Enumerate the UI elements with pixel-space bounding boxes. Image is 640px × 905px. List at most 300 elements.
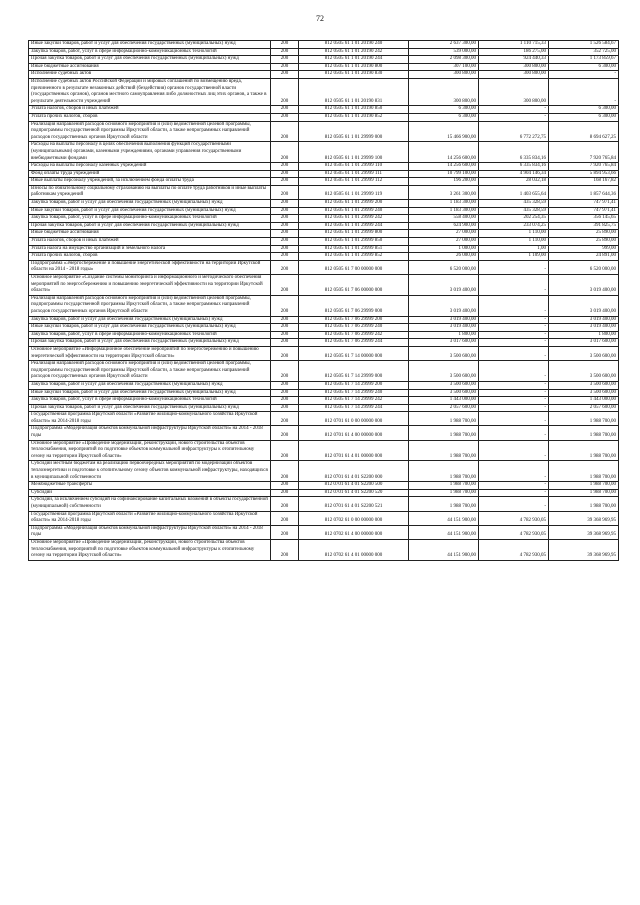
row-unexecuted-amount: 3 019 400,00 [549,275,619,296]
row-executed-amount: 300 800,00 [479,71,549,79]
row-executed-amount: 6 335 834,16 [479,142,549,163]
table-row [29,63,619,71]
row-unexecuted-amount: 3 500 600,00 [549,361,619,382]
table-row [29,497,619,511]
row-description: Прочая закупка товаров, работ и услуг для обеспечения государственных (муниципальных) нужд [29,339,271,347]
row-executed-amount: 4 782 930,05 [479,511,549,525]
row-budget-code: 812 0505 61 1 01 20190 831 [299,78,409,105]
row-description: Иные бюджетные ассигнования [29,63,271,71]
table-row [29,253,619,261]
row-line-code: 200 [271,222,299,230]
row-approved-amount: 1 183 300,00 [409,200,479,208]
row-description: Закупка товаров, работ, услуг в сфере информационно-коммуникационных технологий [29,331,271,339]
row-line-code: 200 [271,511,299,525]
row-budget-code: 812 0505 61 1 01 29999 850 [299,238,409,246]
table-row [29,339,619,347]
row-unexecuted-amount: 39 368 969,95 [549,539,619,560]
row-approved-amount: 1 988 700,00 [409,482,479,490]
row-executed-amount: - [479,461,549,482]
table-row [29,185,619,199]
row-line-code: 200 [271,178,299,186]
table-row [29,482,619,490]
row-budget-code: 812 0505 61 7 06 29999 200 [299,316,409,324]
row-executed-amount: - [479,361,549,382]
row-budget-code: 812 0505 61 1 01 20190 852 [299,113,409,121]
row-approved-amount: 3 500 600,00 [409,346,479,360]
row-description: Иные закупки товаров, работ и услуг для обеспечения государственных (муниципальных) нужд [29,41,271,49]
row-description: Закупка товаров, работ и услуг для обеспечения государственных (муниципальных) нужд [29,381,271,389]
table-row [29,381,619,389]
row-executed-amount: - [479,381,549,389]
table-row [29,260,619,274]
row-budget-code: 812 0505 61 7 14 29999 244 [299,404,409,412]
row-description: Фонд оплаты труда учреждений [29,170,271,178]
row-executed-amount: - [479,497,549,511]
row-budget-code: 812 0505 61 7 00 00000 000 [299,260,409,274]
row-unexecuted-amount: 3 017 600,00 [549,339,619,347]
row-budget-code: 812 0505 61 7 06 29999 000 [299,295,409,316]
row-executed-amount: 435 328,59 [479,207,549,215]
table-row [29,106,619,114]
table-row [29,215,619,223]
row-approved-amount: 3 019 400,00 [409,275,479,296]
row-executed-amount: - [479,295,549,316]
row-line-code: 200 [271,525,299,539]
row-budget-code: 812 0505 61 1 01 20190 240 [299,41,409,49]
row-budget-code: 812 0701 61 4 00 00000 000 [299,426,409,440]
row-approved-amount: 3 019 400,00 [409,295,479,316]
row-executed-amount: 1 109,00 [479,253,549,261]
row-unexecuted-amount: 999,00 [549,245,619,253]
row-line-code: 200 [271,121,299,142]
table-row [29,113,619,121]
row-unexecuted-amount: 3 019 400,00 [549,324,619,332]
row-line-code: 200 [271,41,299,49]
row-unexecuted-amount: 356 145,65 [549,215,619,223]
row-unexecuted-amount: 1 988 700,00 [549,482,619,490]
row-line-code: 200 [271,245,299,253]
row-unexecuted-amount: 747 971,41 [549,200,619,208]
row-approved-amount: 1 183 300,00 [409,207,479,215]
table-row [29,489,619,497]
row-description: Уплата прочих налогов, сборов [29,253,271,261]
row-unexecuted-amount: 1 988 700,00 [549,497,619,511]
row-line-code: 200 [271,113,299,121]
row-description: Субсидии, за исключением субсидий на софинансирование капитальных вложений в объекты государственной (муниципальной) собственности [29,497,271,511]
row-line-code: 200 [271,200,299,208]
table-row [29,41,619,49]
row-unexecuted-amount: 7 920 765,84 [549,142,619,163]
row-unexecuted-amount: 6 300,00 [549,113,619,121]
row-line-code: 200 [271,426,299,440]
row-executed-amount: - [479,489,549,497]
row-description: Основное мероприятие «Проведение модернизации, реконструкции, нового строительства объектов теплоснабжения, мероприятий по подготовке объектов коммунальной инфраструктуры к отопительному сезону на территории Иркутской области» [29,539,271,560]
row-executed-amount: 6 335 834,16 [479,163,549,171]
row-executed-amount: - [479,346,549,360]
budget-table [28,40,619,561]
row-description: Закупка товаров, работ и услуг для обеспечения государственных (муниципальных) нужд [29,200,271,208]
row-line-code: 200 [271,170,299,178]
row-executed-amount: 28 032,18 [479,178,549,186]
table-row [29,163,619,171]
row-approved-amount: 300 800,00 [409,71,479,79]
row-unexecuted-amount: 1 988 700,00 [549,489,619,497]
row-unexecuted-amount: - [549,71,619,79]
row-approved-amount: 3 019 400,00 [409,316,479,324]
row-description: Субсидии [29,489,271,497]
row-description: Исполнение судебных актов [29,71,271,79]
row-budget-code: 812 0505 61 7 06 29999 244 [299,339,409,347]
row-executed-amount: 300 800,00 [479,78,549,105]
row-description: Прочая закупка товаров, работ и услуг для обеспечения государственных (муниципальных) нужд [29,56,271,64]
table-row [29,142,619,163]
row-unexecuted-amount: 7 920 765,84 [549,163,619,171]
row-executed-amount: 186 275,00 [479,48,549,56]
row-executed-amount: 1 110,00 [479,230,549,238]
row-budget-code: 812 0701 61 4 01 S2200 500 [299,482,409,490]
row-approved-amount: 1 443 000,00 [409,397,479,405]
row-description: Межбюджетные трансферты [29,482,271,490]
row-executed-amount: - [479,339,549,347]
row-approved-amount: 3 500 600,00 [409,389,479,397]
row-executed-amount: 435 328,59 [479,200,549,208]
row-description: Иные выплаты персоналу учреждений, за исключением фонда оплаты труда [29,178,271,186]
row-budget-code: 812 0505 61 7 14 00000 000 [299,346,409,360]
row-approved-amount: 3 017 600,00 [409,339,479,347]
row-budget-code: 812 0505 61 1 01 29999 100 [299,142,409,163]
row-unexecuted-amount: 1 988 700,00 [549,426,619,440]
row-budget-code: 812 0701 61 0 00 00000 000 [299,412,409,426]
row-executed-amount: 4 782 930,05 [479,539,549,560]
table-row [29,511,619,525]
row-unexecuted-amount: 3 500 600,00 [549,381,619,389]
table-row [29,222,619,230]
table-row [29,48,619,56]
row-budget-code: 812 0701 61 4 01 S2200 000 [299,461,409,482]
row-approved-amount: 3 019 400,00 [409,324,479,332]
row-description: Исполнение судебных актов Российской Федерации и мировых соглашений по возмещению вреда, причиненного в результате незаконных действий (бездействия) органов государственной власти (государственных органов), органов местного самоуправления либо должностных лиц этих органов, а также в результате деятельности учреждений [29,78,271,105]
row-unexecuted-amount: 6 300,00 [549,106,619,114]
row-description: Закупка товаров, работ и услуг для обеспечения государственных (муниципальных) нужд [29,316,271,324]
row-unexecuted-amount: 352 725,00 [549,48,619,56]
row-budget-code: 812 0505 61 7 06 29999 240 [299,324,409,332]
row-approved-amount: 2 057 600,00 [409,404,479,412]
row-line-code: 200 [271,339,299,347]
row-description: Государственная программа Иркутской области «Развитие жилищно-коммунального хозяйства Иркутской области» на 2014-2018 годы [29,412,271,426]
row-line-code: 200 [271,260,299,274]
row-description: Прочая закупка товаров, работ и услуг для обеспечения государственных (муниципальных) нужд [29,222,271,230]
row-unexecuted-amount: 1 443 000,00 [549,397,619,405]
row-budget-code: 812 0505 61 1 01 20190 800 [299,63,409,71]
row-line-code: 200 [271,295,299,316]
row-budget-code: 812 0505 61 1 01 29999 119 [299,185,409,199]
row-budget-code: 812 0505 61 7 14 29999 242 [299,397,409,405]
table-row [29,207,619,215]
row-description: Реализация направлений расходов основного мероприятия и (или) ведомственной целевой программы, подпрограммы государственной программы Иркутской области, а также непрограммных направлений расходов государственных органов Иркутской области [29,121,271,142]
row-budget-code: 812 0505 61 7 14 29999 000 [299,361,409,382]
row-line-code: 200 [271,331,299,339]
row-budget-code: 812 0505 61 1 01 29999 240 [299,207,409,215]
row-unexecuted-amount: 2 057 600,00 [549,404,619,412]
row-unexecuted-amount: 3 019 400,00 [549,295,619,316]
row-executed-amount: - [479,113,549,121]
row-budget-code: 812 0505 61 7 06 00000 000 [299,275,409,296]
row-approved-amount: 44 151 900,00 [409,539,479,560]
row-unexecuted-amount: 3 019 400,00 [549,316,619,324]
row-executed-amount: - [479,331,549,339]
row-description: Уплата налогов, сборов и иных платежей [29,106,271,114]
row-executed-amount: 233 074,25 [479,222,549,230]
row-approved-amount: 196 200,00 [409,178,479,186]
row-description: Реализация направлений расходов основного мероприятия и (или) ведомственной целевой программы, подпрограммы государственной программы Иркутской области, а также непрограммных направлений расходов государственных органов Иркутской области [29,361,271,382]
row-description: Взносы по обязательному социальному страхованию на выплаты по оплате труда работников и иные выплаты работникам учреждений [29,185,271,199]
row-line-code: 200 [271,461,299,482]
row-approved-amount: 624 900,00 [409,222,479,230]
row-description: Государственная программа Иркутской области «Развитие жилищно-коммунального хозяйства Иркутской области» на 2014-2018 годы [29,511,271,525]
table-row [29,412,619,426]
row-approved-amount: 26 000,00 [409,253,479,261]
row-unexecuted-amount: 6 520 000,00 [549,260,619,274]
row-description: Закупка товаров, работ, услуг в сфере информационно-коммуникационных технологий [29,48,271,56]
row-budget-code: 812 0505 61 1 01 29999 110 [299,163,409,171]
row-executed-amount: - [479,275,549,296]
row-line-code: 200 [271,440,299,461]
row-line-code: 200 [271,230,299,238]
row-executed-amount: 1 110 715,33 [479,41,549,49]
row-approved-amount: 10 799 100,00 [409,170,479,178]
row-description: Подпрограмма «Модернизация объектов коммунальной инфраструктуры Иркутской области» на 2014 - 2018 годы [29,525,271,539]
row-executed-amount: - [479,106,549,114]
row-description: Основное мероприятие «Создание системы мониторинга и информационного и методического обеспечения мероприятий по энергосбережению и повышению энергетической эффективности на территории Иркутской области» [29,275,271,296]
row-approved-amount: 14 256 600,00 [409,163,479,171]
row-budget-code: 812 0505 61 1 01 29999 200 [299,200,409,208]
row-budget-code: 812 0505 61 1 01 20190 244 [299,56,409,64]
row-description: Подпрограмма «Модернизация объектов коммунальной инфраструктуры Иркутской области» на 2014 - 2018 годы [29,426,271,440]
row-unexecuted-amount: 5 894 953,66 [549,170,619,178]
row-line-code: 200 [271,78,299,105]
table-row [29,275,619,296]
row-executed-amount: 4 782 930,05 [479,525,549,539]
row-unexecuted-amount: 1 526 584,67 [549,41,619,49]
row-unexecuted-amount: 8 694 627,25 [549,121,619,142]
row-description: Иные закупки товаров, работ и услуг для обеспечения государственных (муниципальных) нужд [29,207,271,215]
table-row [29,316,619,324]
row-budget-code: 812 0505 61 1 01 29999 852 [299,253,409,261]
row-line-code: 200 [271,253,299,261]
row-approved-amount: 307 100,00 [409,63,479,71]
row-line-code: 200 [271,324,299,332]
row-unexecuted-amount: 39 368 969,95 [549,525,619,539]
row-unexecuted-amount: 1 988 700,00 [549,412,619,426]
row-line-code: 200 [271,215,299,223]
table-row [29,440,619,461]
row-unexecuted-amount: 1 988 700,00 [549,461,619,482]
row-executed-amount: 300 800,00 [479,63,549,71]
row-line-code: 200 [271,489,299,497]
row-line-code: 200 [271,539,299,560]
row-budget-code: 812 0505 61 1 01 29999 112 [299,178,409,186]
page-number: 72 [316,14,324,23]
row-approved-amount: 14 256 600,00 [409,142,479,163]
row-description: Субсидии местным бюджетам на реализацию первоочередных мероприятий по модернизации объектов теплоэнергетики и подготовке к отопительному сезону объектов коммунальной инфраструктуры, находящихся в муниципальной собственности [29,461,271,482]
row-line-code: 200 [271,412,299,426]
table-row [29,331,619,339]
table-row [29,525,619,539]
row-description: Иные закупки товаров, работ и услуг для обеспечения государственных (муниципальных) нужд [29,389,271,397]
row-description: Прочая закупка товаров, работ и услуг для обеспечения государственных (муниципальных) нужд [29,404,271,412]
row-executed-amount: - [479,404,549,412]
table-row [29,71,619,79]
row-approved-amount: 300 800,00 [409,78,479,105]
row-line-code: 200 [271,185,299,199]
row-executed-amount: - [479,389,549,397]
row-executed-amount: 1,00 [479,245,549,253]
row-budget-code: 812 0701 61 4 01 S2200 521 [299,497,409,511]
row-line-code: 200 [271,397,299,405]
row-budget-code: 812 0505 61 1 01 29999 111 [299,170,409,178]
row-approved-amount: 6 520 000,00 [409,260,479,274]
row-description: Реализация направлений расходов основного мероприятия и (или) ведомственной целевой программы, подпрограммы государственной программы Иркутской области, а также непрограммных направлений расходов государственных органов Иркутской области [29,295,271,316]
table-row [29,389,619,397]
row-unexecuted-amount: - [549,78,619,105]
table-row [29,361,619,382]
row-unexecuted-amount: 168 167,82 [549,178,619,186]
table-row [29,178,619,186]
row-approved-amount: 2 637 300,00 [409,41,479,49]
row-unexecuted-amount: 747 971,41 [549,207,619,215]
row-description: Закупка товаров, работ, услуг в сфере информационно-коммуникационных технологий [29,215,271,223]
row-approved-amount: 1 988 700,00 [409,497,479,511]
row-description: Уплата налога на имущество организаций и земельного налога [29,245,271,253]
row-unexecuted-amount: 3 500 600,00 [549,389,619,397]
table-row [29,404,619,412]
row-budget-code: 812 0702 61 0 00 00000 000 [299,511,409,525]
row-executed-amount: 924 440,33 [479,56,549,64]
row-line-code: 200 [271,142,299,163]
table-row [29,238,619,246]
table-row [29,295,619,316]
row-executed-amount: - [479,324,549,332]
row-unexecuted-amount: 1 800,00 [549,331,619,339]
row-budget-code: 812 0702 61 4 00 00000 000 [299,525,409,539]
row-approved-amount: 558 400,00 [409,215,479,223]
row-description: Иные бюджетные ассигнования [29,230,271,238]
row-description: Уплата налогов, сборов и иных платежей [29,238,271,246]
row-executed-amount: - [479,482,549,490]
row-line-code: 200 [271,346,299,360]
row-budget-code: 812 0505 61 1 01 20190 242 [299,48,409,56]
row-unexecuted-amount: 39 368 969,95 [549,511,619,525]
row-line-code: 200 [271,163,299,171]
row-line-code: 200 [271,63,299,71]
table-row [29,426,619,440]
row-approved-amount: 1 988 700,00 [409,461,479,482]
row-approved-amount: 1 800,00 [409,331,479,339]
table-row [29,170,619,178]
row-line-code: 200 [271,207,299,215]
row-unexecuted-amount: 3 500 600,00 [549,346,619,360]
row-description: Подпрограмма «Энергосбережение и повышение энергетической эффективности на территории Иркутской области на 2014 - 2018 годы» [29,260,271,274]
row-description: Основное мероприятие «Проведение модернизации, реконструкции, нового строительства объектов теплоснабжения, мероприятий по подготовке объектов коммунальной инфраструктуры к отопительному сезону на территории Иркутской области» [29,440,271,461]
row-executed-amount: - [479,412,549,426]
table-row [29,121,619,142]
row-line-code: 200 [271,404,299,412]
table-row [29,56,619,64]
row-line-code: 200 [271,238,299,246]
table-row [29,78,619,105]
row-approved-amount: 44 151 900,00 [409,511,479,525]
row-approved-amount: 27 000,00 [409,238,479,246]
row-approved-amount: 27 000,00 [409,230,479,238]
row-description: Расходы на выплаты персоналу казенных учреждений [29,163,271,171]
row-approved-amount: 1 988 700,00 [409,412,479,426]
row-budget-code: 812 0505 61 7 14 29999 200 [299,381,409,389]
row-unexecuted-amount: 6 300,00 [549,63,619,71]
table-row [29,397,619,405]
row-line-code: 200 [271,275,299,296]
row-approved-amount: 6 300,00 [409,106,479,114]
row-unexecuted-amount: 1 988 700,00 [549,440,619,461]
row-unexecuted-amount: 1 173 859,67 [549,56,619,64]
row-budget-code: 812 0702 61 4 01 00000 000 [299,539,409,560]
row-unexecuted-amount: 391 825,75 [549,222,619,230]
row-approved-amount: 3 500 600,00 [409,361,479,382]
row-executed-amount: - [479,260,549,274]
row-budget-code: 812 0505 61 7 14 29999 240 [299,389,409,397]
table-row [29,230,619,238]
row-description: Закупка товаров, работ, услуг в сфере информационно-коммуникационных технологий [29,397,271,405]
table-row [29,539,619,560]
row-line-code: 200 [271,482,299,490]
row-budget-code: 812 0505 61 1 01 20190 850 [299,106,409,114]
row-budget-code: 812 0505 61 1 01 29999 000 [299,121,409,142]
row-executed-amount: 1 110,00 [479,238,549,246]
row-line-code: 200 [271,497,299,511]
row-budget-code: 812 0701 61 4 01 00000 000 [299,440,409,461]
table-row [29,200,619,208]
row-executed-amount: - [479,440,549,461]
row-executed-amount: 6 772 272,75 [479,121,549,142]
row-approved-amount: 15 466 900,00 [409,121,479,142]
row-executed-amount: - [479,316,549,324]
row-description: Расходы на выплаты персоналу в целях обеспечения выполнения функций государственными (муниципальными) органами, казенными учреждениями, органами управления государственными внебюджетными фондами [29,142,271,163]
row-budget-code: 812 0505 61 7 06 29999 242 [299,331,409,339]
table-row [29,461,619,482]
row-approved-amount: 44 151 900,00 [409,525,479,539]
row-description: Уплата прочих налогов, сборов [29,113,271,121]
table-row [29,245,619,253]
row-unexecuted-amount: 1 857 644,36 [549,185,619,199]
row-approved-amount: 539 000,00 [409,48,479,56]
row-approved-amount: 3 500 600,00 [409,381,479,389]
row-line-code: 200 [271,71,299,79]
row-approved-amount: 1 988 700,00 [409,440,479,461]
row-unexecuted-amount: 24 891,00 [549,253,619,261]
row-budget-code: 812 0505 61 1 01 29999 851 [299,245,409,253]
row-unexecuted-amount: 25 890,00 [549,230,619,238]
row-budget-code: 812 0505 61 1 01 20190 830 [299,71,409,79]
row-approved-amount: 1 988 700,00 [409,489,479,497]
row-executed-amount: - [479,426,549,440]
row-executed-amount: 1 403 655,64 [479,185,549,199]
row-line-code: 200 [271,48,299,56]
row-budget-code: 812 0505 61 1 01 29999 242 [299,215,409,223]
row-approved-amount: 6 300,00 [409,113,479,121]
row-executed-amount: - [479,397,549,405]
row-executed-amount: 202 254,35 [479,215,549,223]
row-line-code: 200 [271,381,299,389]
row-unexecuted-amount: 25 890,00 [549,238,619,246]
